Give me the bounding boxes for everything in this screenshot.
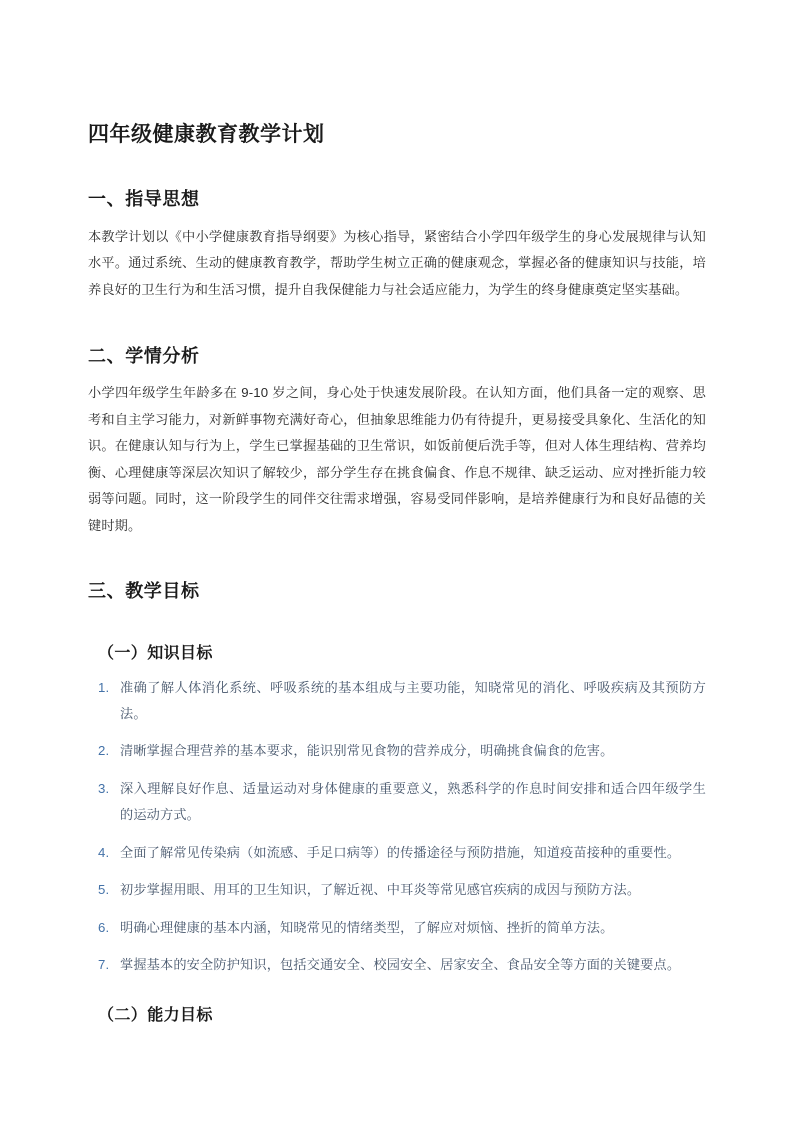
list-item: 明确心理健康的基本内涵，知晓常见的情绪类型，了解应对烦恼、挫折的简单方法。 xyxy=(120,919,614,935)
section-heading-teaching-goals: 三、教学目标 xyxy=(88,581,200,602)
knowledge-goals-list xyxy=(88,675,706,979)
list-item: 深入理解良好作息、适量运动对身体健康的重要意义，熟悉科学的作息时间安排和适合四年级学生的运动方式。 xyxy=(120,780,706,823)
list-item: 准确了解人体消化系统、呼吸系统的基本组成与主要功能，知晓常见的消化、呼吸疾病及其预防方法。 xyxy=(120,679,706,722)
page-title: 四年级健康教育教学计划 xyxy=(88,123,325,146)
section-heading-student-analysis: 二、学情分析 xyxy=(88,345,200,366)
subsection-heading-ability-goals: （二）能力目标 xyxy=(98,1007,213,1025)
document-content xyxy=(88,0,706,1037)
subsection-heading-knowledge-goals: （一）知识目标 xyxy=(98,644,213,662)
list-item: 掌握基本的安全防护知识，包括交通安全、校园安全、居家安全、食品安全等方面的关键要点。 xyxy=(120,956,681,972)
list-item: 全面了解常见传染病（如流感、手足口病等）的传播途径与预防措施，知道疫苗接种的重要性。 xyxy=(120,844,681,860)
section-paragraph-student-analysis: 小学四年级学生年龄多在 9-10 岁之间，身心处于快速发展阶段。在认知方面，他们具备一定的观察、思考和自主学习能力，对新鲜事物充满好奇心，但抽象思维能力仍有待提升，更易接受具象化、生活化的知识。在健康认知与行为上，学生已掌握基础的卫生常识，如饭前便后洗手等，但对人体生理结构、营养均衡、心理健康等深层次知识了解较少，部分学生存在挑食偏食、作息不规律、缺乏运动、应对挫折能力较弱等问题。同时，这一阶段学生的同伴交往需求增强，容易受同伴影响，是培养健康行为和良好品德的关键时期。 xyxy=(88,384,706,533)
section-heading-guiding-thought: 一、指导思想 xyxy=(88,189,200,210)
section-paragraph-guiding-thought: 本教学计划以《中小学健康教育指导纲要》为核心指导，紧密结合小学四年级学生的身心发展规律与认知水平。通过系统、生动的健康教育教学，帮助学生树立正确的健康观念，掌握必备的健康知识与技能，培养良好的卫生行为和生活习惯，提升自我保健能力与社会适应能力，为学生的终身健康奠定坚实基础。 xyxy=(88,228,706,297)
list-item: 初步掌握用眼、用耳的卫生知识，了解近视、中耳炎等常见感官疾病的成因与预防方法。 xyxy=(120,882,641,898)
list-item: 清晰掌握合理营养的基本要求，能识别常见食物的营养成分，明确挑食偏食的危害。 xyxy=(120,743,614,759)
